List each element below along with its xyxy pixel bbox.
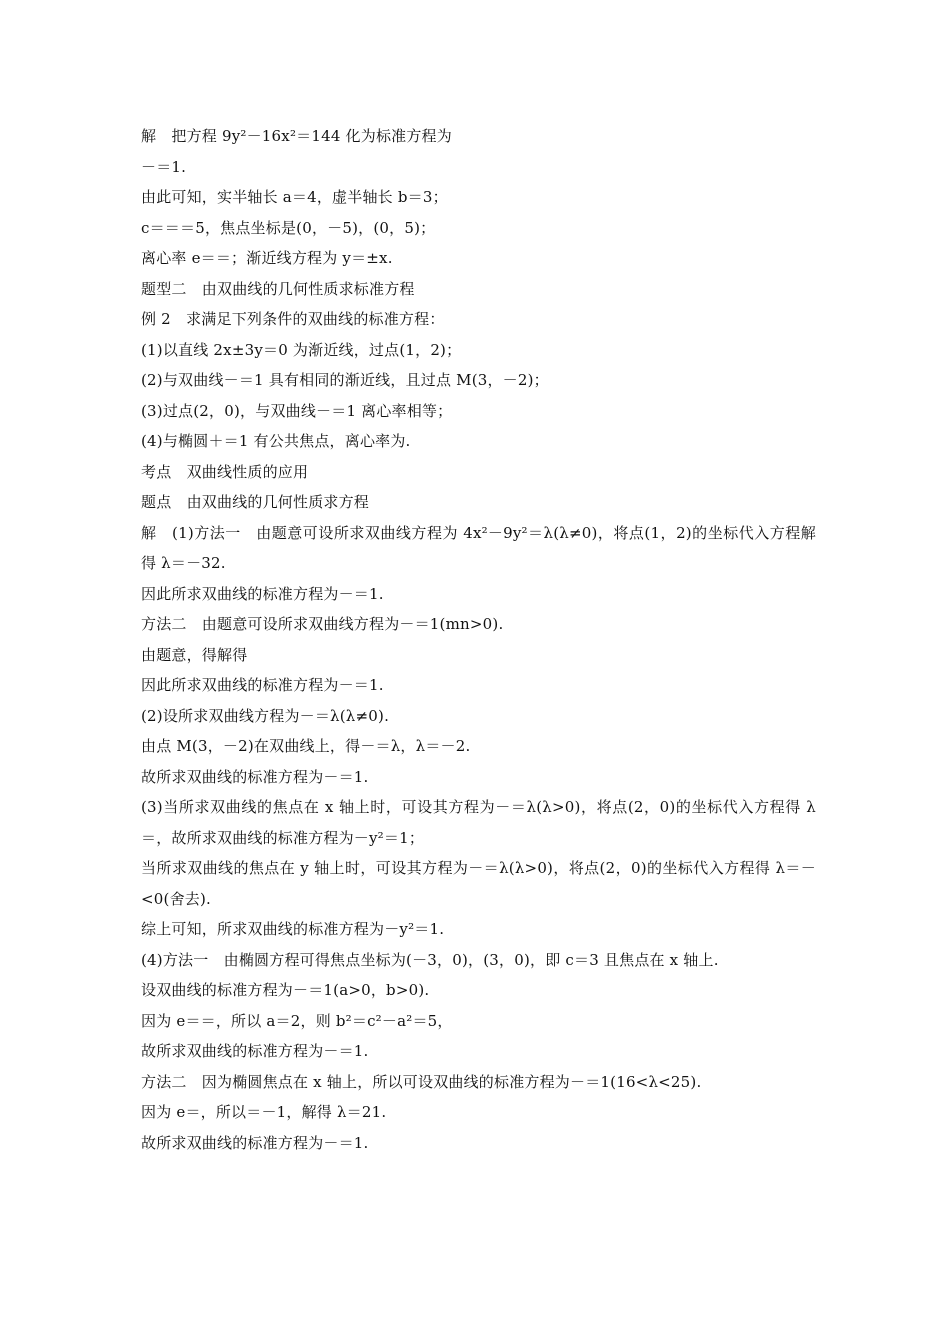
standard-equation-line: －＝1. xyxy=(141,157,187,176)
example-two-heading: 例 2 求满足下列条件的双曲线的标准方程： xyxy=(141,310,445,328)
solution-1-result-a: 因此所求双曲线的标准方程为－＝1. xyxy=(141,584,384,603)
solution-1-method-2: 方法二 由题意可设所求双曲线方程为－＝1(mn>0). xyxy=(141,615,504,633)
solution-4-lambda: 因为 e＝，所以＝－1，解得 λ＝21. xyxy=(141,1103,387,1121)
condition-3: (3)过点(2，0)，与双曲线－＝1 离心率相等； xyxy=(141,401,453,420)
condition-1: (1)以直线 2x±3y＝0 为渐近线，过点(1，2)； xyxy=(141,340,462,359)
solution-4-eccentricity: 因为 e＝＝，所以 a＝2，则 b²＝c²－a²＝5， xyxy=(141,1011,453,1030)
section-heading-type-two: 题型二 由双曲线的几何性质求标准方程 xyxy=(141,279,415,298)
solution-1-system-line: 由题意，得解得 xyxy=(141,645,248,664)
solution-3-y-axis-case: 当所求双曲线的焦点在 y 轴上时，可设其方程为－＝λ(λ>0)，将点(2，0)的坐标代入方程得 λ＝－<0(舍去). xyxy=(141,859,816,908)
solution-4-method-1: (4)方法一 由椭圆方程可得焦点坐标为(－3，0)，(3，0)，即 c＝3 且焦点在 x 轴上. xyxy=(141,950,719,969)
solution-1-result-b: 因此所求双曲线的标准方程为－＝1. xyxy=(141,676,384,694)
solution-4-method-2: 方法二 因为椭圆焦点在 x 轴上，所以可设双曲线的标准方程为－＝1(16<λ<25). xyxy=(141,1072,702,1091)
solution-1-method-1: 解 (1)方法一 由题意可设所求双曲线方程为 4x²－9y²＝λ(λ≠0)，将点(1，2)的坐标代入方程解得 λ＝－32. xyxy=(141,523,816,572)
solution-intro-line: 解 把方程 9y²－16x²＝144 化为标准方程为 xyxy=(141,127,452,145)
solution-4-result-b: 故所求双曲线的标准方程为－＝1. xyxy=(141,1133,369,1152)
focus-coordinates-line: c＝＝＝5，焦点坐标是(0，－5)，(0，5)； xyxy=(141,218,436,237)
semi-axis-line: 由此可知，实半轴长 a＝4，虚半轴长 b＝3； xyxy=(141,188,448,206)
subtopic-line: 题点 由双曲线的几何性质求方程 xyxy=(141,493,370,511)
solution-3-x-axis-case: (3)当所求双曲线的焦点在 x 轴上时，可设其方程为－＝λ(λ>0)，将点(2，0)的坐标代入方程得 λ＝，故所求双曲线的标准方程为－y²＝1； xyxy=(141,798,816,847)
solution-4-setup: 设双曲线的标准方程为－＝1(a>0，b>0). xyxy=(141,981,430,999)
topic-line: 考点 双曲线性质的应用 xyxy=(141,462,309,481)
condition-4: (4)与椭圆＋＝1 有公共焦点，离心率为. xyxy=(141,432,411,450)
solution-2-setup: (2)设所求双曲线方程为－＝λ(λ≠0). xyxy=(141,706,390,725)
solution-2-result: 故所求双曲线的标准方程为－＝1. xyxy=(141,767,369,786)
solution-4-result-a: 故所求双曲线的标准方程为－＝1. xyxy=(141,1042,369,1060)
eccentricity-asymptote-line: 离心率 e＝＝；渐近线方程为 y＝±x. xyxy=(141,249,393,267)
solution-2-substitute: 由点 M(3，－2)在双曲线上，得－＝λ，λ＝－2. xyxy=(141,737,471,755)
solution-3-conclusion: 综上可知，所求双曲线的标准方程为－y²＝1. xyxy=(141,920,445,938)
condition-2: (2)与双曲线－＝1 具有相同的渐近线，且过点 M(3，－2)； xyxy=(141,371,549,389)
document-body xyxy=(141,121,816,1158)
